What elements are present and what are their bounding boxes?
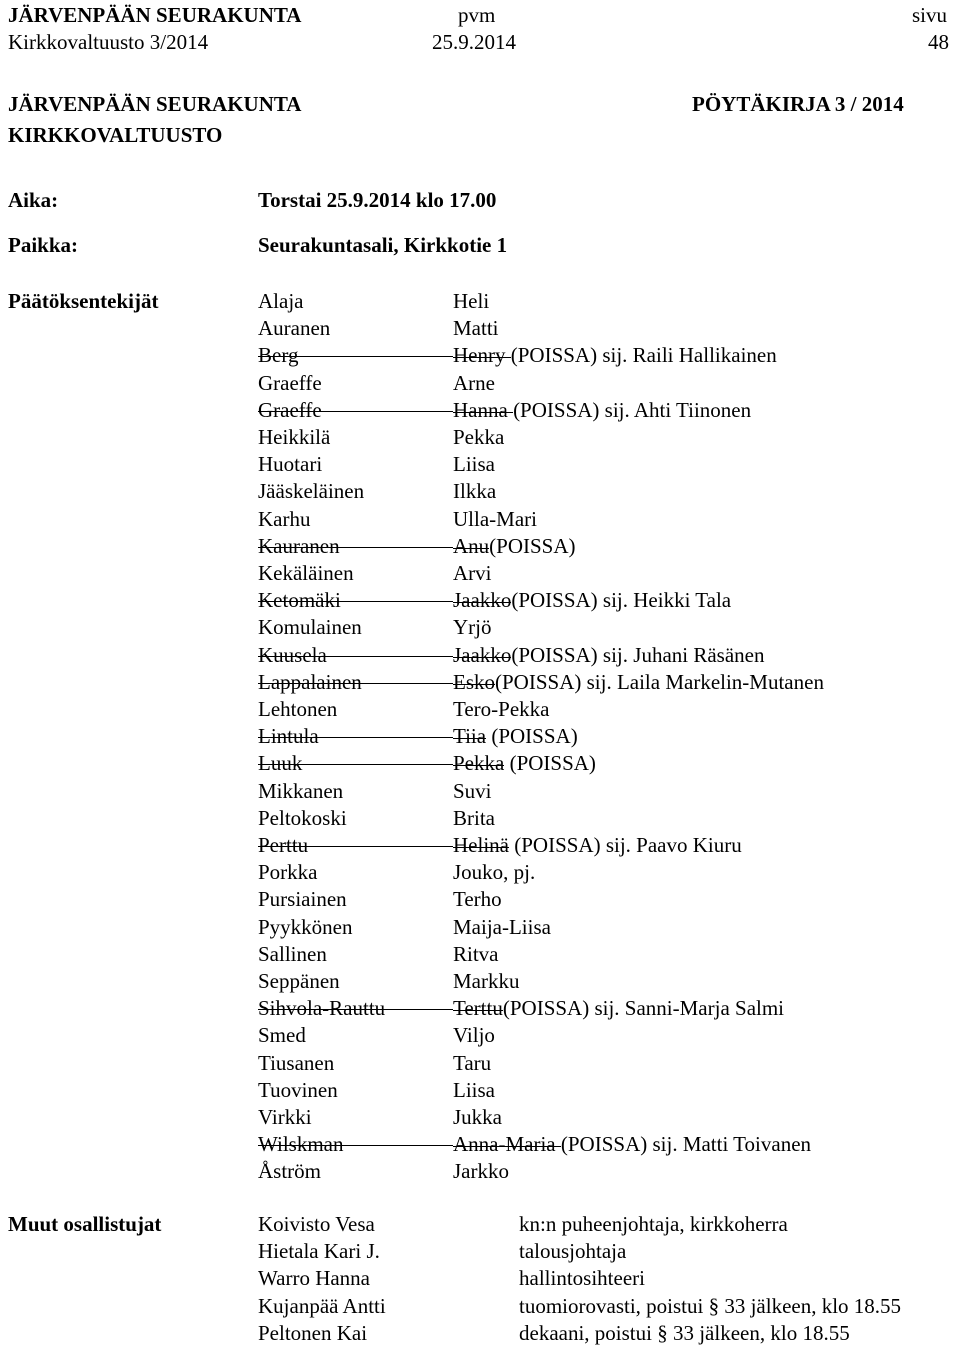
- member-surname: Berg: [258, 343, 299, 368]
- member-firstname-cell: [453, 723, 578, 750]
- member-firstname: Anu: [453, 533, 490, 558]
- member-surname: Jääskeläinen: [258, 479, 365, 504]
- member-firstname: Tero-Pekka: [453, 697, 550, 721]
- member-firstname-cell: [453, 315, 499, 342]
- member-note: (POISSA): [486, 724, 578, 749]
- participant-role: dekaani, poistui § 33 jälkeen, klo 18.55: [519, 1320, 850, 1345]
- member-firstname-cell: [453, 941, 499, 968]
- member-firstname: Esko: [453, 669, 495, 694]
- member-surname: Porkka: [258, 860, 318, 885]
- member-firstname: Hanna: [453, 397, 514, 422]
- member-firstname: Markku: [453, 969, 520, 993]
- member-surname: Pursiainen: [258, 887, 347, 912]
- member-note: (POISSA) sij. Sanni-Marja Salmi: [502, 996, 785, 1021]
- member-surname: Mikkanen: [258, 778, 344, 803]
- member-surname: Tuovinen: [258, 1077, 338, 1102]
- member-surname: Sihvola-Rauttu: [258, 996, 386, 1021]
- header-pvm-label: pvm: [458, 3, 496, 27]
- member-firstname: Arvi: [453, 561, 492, 585]
- member-surname: Lehtonen: [258, 697, 338, 721]
- header-date: 25.9.2014: [432, 30, 516, 54]
- member-firstname-cell: [453, 451, 495, 478]
- member-note: (POISSA) sij. Heikki Tala: [511, 588, 732, 613]
- member-surname: Wilskman: [258, 1132, 344, 1157]
- member-surname: Virkki: [258, 1105, 312, 1129]
- member-firstname: Suvi: [453, 778, 492, 803]
- member-firstname: Tiia: [453, 724, 487, 749]
- member-firstname: Viljo: [453, 1023, 495, 1048]
- member-surname: Kuusela: [258, 642, 327, 667]
- title-org: JÄRVENPÄÄN SEURAKUNTA: [8, 92, 302, 116]
- place-value: Seurakuntasali, Kirkkotie 1: [258, 233, 508, 257]
- title-doc: PÖYTÄKIRJA 3 / 2014: [692, 92, 904, 116]
- member-firstname-cell: [453, 832, 742, 859]
- participant-name: Hietala Kari J.: [258, 1239, 380, 1264]
- header-org: JÄRVENPÄÄN SEURAKUNTA: [8, 3, 302, 27]
- member-firstname: Terttu: [453, 996, 503, 1021]
- participant-name: Warro Hanna: [258, 1266, 371, 1291]
- decision-makers-label: Päätöksentekijät: [8, 289, 159, 313]
- member-surname: Seppänen: [258, 969, 340, 993]
- member-surname: Sallinen: [258, 941, 327, 966]
- member-firstname-cell: [453, 642, 765, 669]
- member-firstname-cell: [453, 995, 784, 1022]
- member-surname: Tiusanen: [258, 1050, 335, 1075]
- participant-role: tuomiorovasti, poistui § 33 jälkeen, klo 18.55: [519, 1293, 902, 1318]
- member-surname: Åström: [258, 1159, 321, 1184]
- member-firstname: Henry: [453, 343, 511, 368]
- header-sivu-label: sivu: [912, 3, 948, 27]
- member-firstname-cell: [453, 886, 502, 913]
- member-firstname-cell: [453, 1131, 811, 1158]
- member-note: (POISSA) sij. Matti Toivanen: [560, 1132, 812, 1157]
- member-firstname-cell: [453, 424, 504, 451]
- participant-name: Kujanpää Antti: [258, 1293, 386, 1318]
- member-surname: Lappalainen: [258, 669, 362, 694]
- member-firstname-cell: [453, 914, 551, 941]
- member-surname: Smed: [258, 1023, 306, 1048]
- member-firstname: Ritva: [453, 941, 499, 966]
- member-firstname: Jaakko: [453, 642, 512, 667]
- member-firstname: Heli: [453, 289, 490, 313]
- member-firstname-cell: [453, 478, 496, 505]
- member-firstname-cell: [453, 696, 550, 723]
- title-body: KIRKKOVALTUUSTO: [8, 123, 223, 147]
- member-surname: Graeffe: [258, 397, 322, 422]
- time-value: Torstai 25.9.2014 klo 17.00: [258, 188, 497, 212]
- member-note: (POISSA): [489, 533, 576, 558]
- member-note: (POISSA) sij. Raili Hallikainen: [510, 343, 777, 368]
- time-label: Aika:: [8, 188, 59, 212]
- member-firstname-cell: [453, 587, 731, 614]
- member-firstname: Maija-Liisa: [453, 914, 551, 939]
- member-firstname-cell: [453, 968, 520, 995]
- member-firstname-cell: [453, 560, 492, 587]
- participant-role: kn:n puheenjohtaja, kirkkoherra: [519, 1212, 788, 1236]
- place-label: Paikka:: [8, 233, 79, 257]
- member-surname: Pyykkönen: [258, 914, 353, 939]
- member-firstname-cell: [453, 669, 824, 696]
- member-firstname: Arne: [453, 370, 495, 395]
- member-surname: Kauranen: [258, 533, 340, 558]
- participant-name: Peltonen Kai: [258, 1320, 368, 1345]
- member-surname: Heikkilä: [258, 425, 331, 449]
- member-firstname: Pekka: [453, 751, 505, 776]
- member-surname: Luuk: [258, 751, 303, 776]
- member-firstname: Pekka: [453, 425, 505, 449]
- participant-name: Koivisto Vesa: [258, 1212, 375, 1236]
- member-firstname: Liisa: [453, 1077, 495, 1102]
- member-firstname-cell: [453, 1050, 491, 1077]
- member-firstname-cell: [453, 1104, 502, 1131]
- member-surname: Auranen: [258, 316, 331, 341]
- member-firstname: Liisa: [453, 452, 495, 477]
- member-surname: Ketomäki: [258, 588, 341, 613]
- member-firstname-cell: [453, 859, 535, 886]
- member-firstname: Terho: [453, 887, 502, 912]
- member-firstname: Jaakko: [453, 588, 512, 613]
- member-firstname-cell: [453, 1158, 509, 1185]
- member-firstname-cell: [453, 370, 495, 397]
- member-firstname: Yrjö: [453, 615, 492, 640]
- member-firstname-cell: [453, 805, 495, 832]
- member-surname: Karhu: [258, 506, 311, 531]
- header-page-number: 48: [928, 30, 949, 54]
- member-firstname: Jarkko: [453, 1159, 509, 1184]
- header-body: Kirkkovaltuusto 3/2014: [8, 30, 209, 54]
- member-firstname: Taru: [453, 1050, 492, 1075]
- member-firstname-cell: [453, 614, 492, 641]
- member-surname: Kekäläinen: [258, 561, 354, 585]
- member-note: (POISSA) sij. Laila Markelin-Mutanen: [495, 669, 824, 694]
- member-firstname-cell: [453, 1022, 495, 1049]
- others-label: Muut osallistujat: [8, 1212, 162, 1236]
- member-surname: Huotari: [258, 452, 323, 477]
- member-note: (POISSA): [504, 751, 596, 776]
- member-firstname: Helinä: [453, 833, 509, 857]
- member-firstname-cell: [453, 342, 777, 369]
- member-firstname-cell: [453, 288, 489, 315]
- member-note: (POISSA) sij. Juhani Räsänen: [511, 642, 765, 667]
- member-firstname-cell: [453, 750, 596, 777]
- member-firstname: Ilkka: [453, 479, 497, 504]
- member-surname: Lintula: [258, 724, 319, 749]
- participant-role: hallintosihteeri: [519, 1266, 645, 1291]
- member-surname: Perttu: [258, 833, 309, 857]
- member-firstname: Matti: [453, 316, 499, 341]
- member-surname: Peltokoski: [258, 805, 347, 830]
- member-note: (POISSA) sij. Paavo Kiuru: [508, 833, 742, 857]
- member-firstname: Brita: [453, 805, 495, 830]
- member-firstname: Jukka: [453, 1105, 502, 1129]
- member-firstname: Ulla-Mari: [453, 506, 537, 531]
- member-surname: Alaja: [258, 289, 304, 313]
- member-firstname-cell: [453, 1077, 495, 1104]
- member-surname: Komulainen: [258, 615, 362, 640]
- member-firstname-cell: [453, 397, 751, 424]
- member-firstname-cell: [453, 533, 576, 560]
- member-firstname-cell: [453, 778, 492, 805]
- member-firstname-cell: [453, 506, 537, 533]
- member-note: (POISSA) sij. Ahti Tiinonen: [513, 397, 752, 422]
- member-surname: Graeffe: [258, 370, 322, 395]
- member-firstname: Jouko, pj.: [453, 860, 536, 885]
- participant-role: talousjohtaja: [519, 1239, 627, 1264]
- member-firstname: Anna-Maria: [453, 1132, 561, 1157]
